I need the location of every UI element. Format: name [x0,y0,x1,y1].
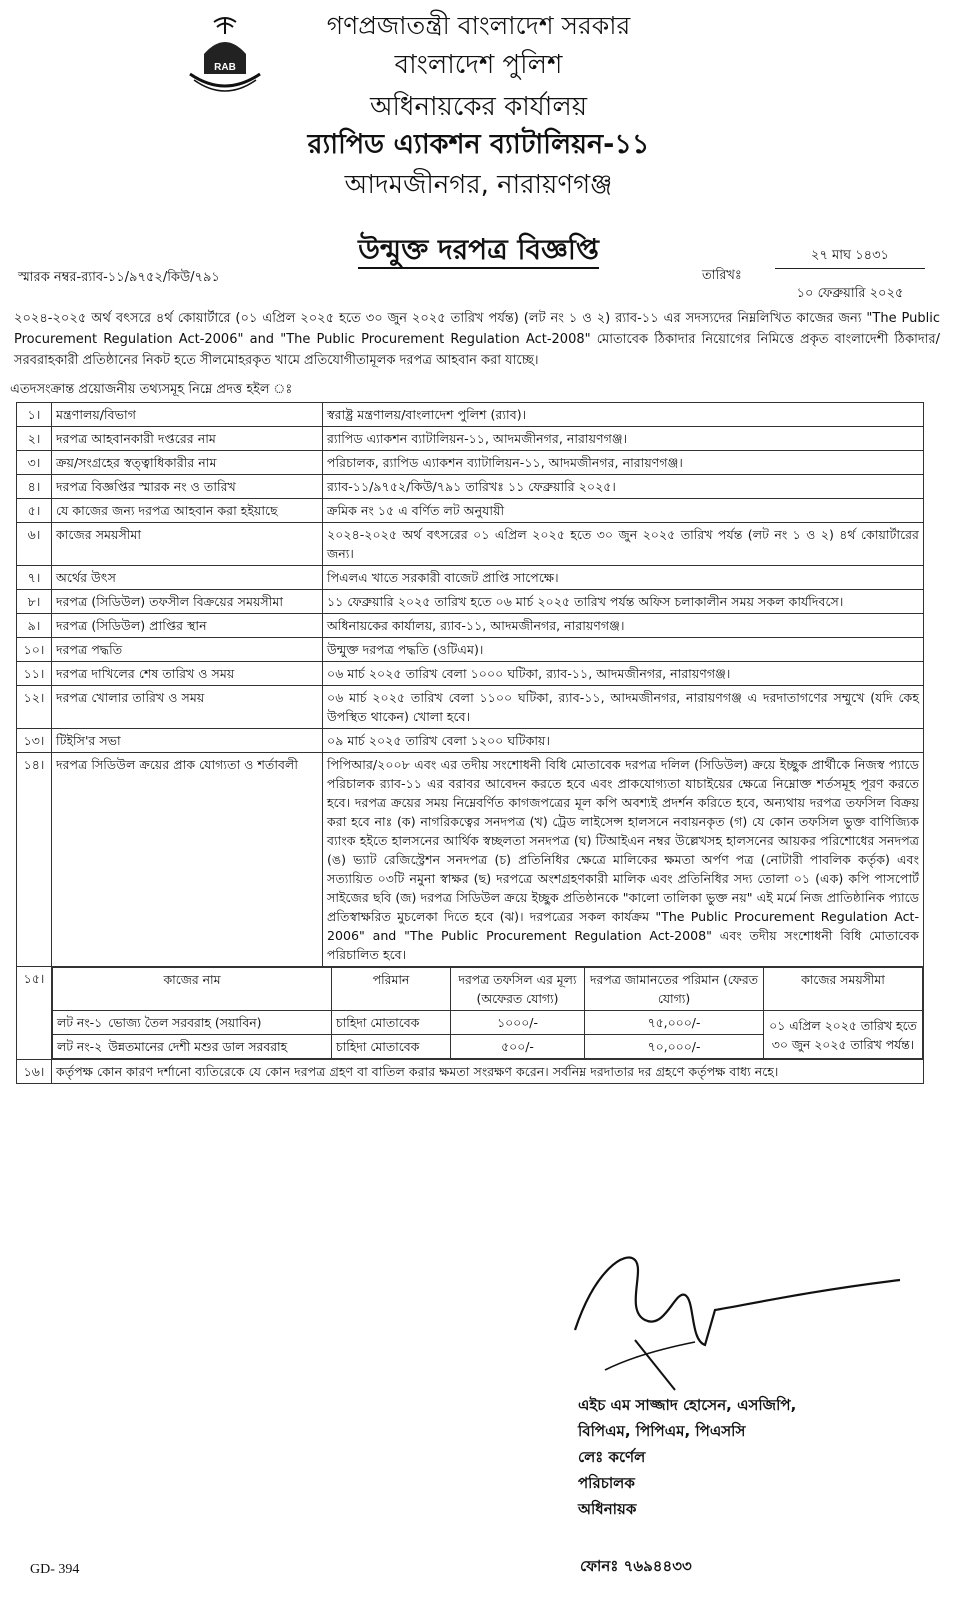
logo-text: RAB [214,62,236,73]
table-row [17,662,924,686]
row-number: ৩। [17,451,52,475]
row-value: র‌্যাব-১১/৯৭৫২/কিউ/৭৯১ তারিখঃ ১১ ফেব্রুয়ারি ২০২৫। [323,475,924,499]
lots-header: কাজের সময়সীমা [764,968,923,1011]
lot-number: লট নং-১ [57,1015,103,1030]
battalion-heading: র‌্যাপিড এ্যাকশন ব্যাটালিয়ন-১১ [307,129,650,160]
row-number: ৬। [17,523,52,566]
row-label: দরপত্র আহবানকারী দপ্তরের নাম [52,427,323,451]
row-number: ১। [17,403,52,427]
date-label: তারিখঃ [702,268,742,283]
lots-header: দরপত্র তফসিল এর মূল্য (অফেরত যোগ্য) [451,968,585,1011]
lot-row [53,1011,923,1035]
lot-number: লট নং-২ [57,1039,103,1054]
signatory-rank: লেঃ কর্ণেল [578,1448,646,1466]
row-number: ১০। [17,638,52,662]
row-label: দরপত্র বিজ্ঞপ্তির স্মারক নং ও তারিখ [52,475,323,499]
signature [565,1250,905,1400]
notice-title-text: উন্মুক্ত দরপত্র বিজ্ঞপ্তি [358,233,599,269]
row-value: ০৬ মার্চ ২০২৫ তারিখ বেলা ১০০০ ঘটিকা, র‌্যাব-১১, আদমজীনগর, নারায়ণগঞ্জ। [323,662,924,686]
table-row [17,566,924,590]
table-row [17,686,924,729]
row-value: ০৬ মার্চ ২০২৫ তারিখ বেলা ১১০০ ঘটিকা, র‌্যাব-১১, আদমজীনগর, নারায়ণগঞ্জ এ দরদাতাগণের সম্মুখে (যদি কেহ উপস্থিত থাকেন) খোলা হবে। [323,686,924,729]
row-number: ৫। [17,499,52,523]
govt-heading: গণপ্রজাতন্ত্রী বাংলাদেশ সরকার [326,11,631,40]
lot-period: ০১ এপ্রিল ২০২৫ তারিখ হতে ৩০ জুন ২০২৫ তারিখ পর্যন্ত। [764,1011,923,1059]
lots-cell [52,967,924,1060]
police-heading: বাংলাদেশ পুলিশ [394,50,563,80]
table-row [17,590,924,614]
lot-name-cell [53,1011,332,1035]
row-value: উন্মুক্ত দরপত্র পদ্ধতি (ওটিএম)। [323,638,924,662]
intro-paragraph: ২০২৪-২০২৫ অর্থ বৎসরে ৪র্থ কোয়ার্টারে (০১ এপ্রিল ২০২৫ হতে ৩০ জুন ২০২৫ তারিখ পর্যন্ত) (লট নং ১ ও ২) র‌্যাব-১১ এর সদস্যদের নিম্নলিখিত কাজের জন্য "The Public Procurement Regulation Act-2006" and "The Public Procurement Regulation Act-2008" মোতাবেক ঠিকাদার নিয়োগের নিমিত্তে প্রকৃত বাংলাদেশী ঠিকাদার/সরবরাহকারী প্রতিষ্ঠানের নিকট হতে সীলমোহরকৃত খামে প্রতিযোগীতামূলক দরপত্র আহবান করা যাচ্ছে। [14,311,940,368]
row-label: যে কাজের জন্য দরপত্র আহবান করা হইয়াছে [52,499,323,523]
table-row-lots [17,967,924,1060]
row-value: পিএলএ খাতে সরকারী বাজেট প্রাপ্তি সাপেক্ষে। [323,566,924,590]
lots-header: পরিমান [332,968,451,1011]
row-value: ক্রমিক নং ১৫ এ বর্ণিত লট অনুযায়ী [323,499,924,523]
lot-security: ৭০,০০০/- [585,1035,764,1059]
row-number: ১৫। [17,967,52,1060]
location-heading: আদমজীনগর, নারায়ণগঞ্জ [344,170,613,200]
table-row [17,753,924,967]
signatory-block [578,1392,796,1522]
lot-quantity: চাহিদা মোতাবেক [332,1011,451,1035]
row-label: দরপত্র সিডিউল ক্রয়ের প্রাক যোগ্যতা ও শর্তাবলী [52,753,323,967]
row-value: ০৯ মার্চ ২০২৫ তারিখ বেলা ১২০০ ঘটিকায়। [323,729,924,753]
date-bangla: ২৭ মাঘ ১৪৩১ [811,248,889,263]
table-row [17,523,924,566]
signatory-title-commander: অধিনায়ক [578,1500,637,1518]
table-row [17,499,924,523]
table-row [17,729,924,753]
tender-info-table [16,402,924,1084]
table-row [17,1060,924,1084]
lot-name-cell [53,1035,332,1059]
lot-schedule-price: ৫০০/- [451,1035,585,1059]
date-divider [775,268,925,269]
table-row [17,427,924,451]
row-label: ক্রয়/সংগ্রহের স্বত্ত্বাধিকারীর নাম [52,451,323,475]
row-number: ২। [17,427,52,451]
memo-number: স্মারক নম্বর-র‌্যাব-১১/৯৭৫২/কিউ/৭৯১ [18,270,220,285]
table-row [17,451,924,475]
footer-code: GD- 394 [30,1562,80,1577]
row-label: টিইসি'র সভা [52,729,323,753]
row-number: ১২। [17,686,52,729]
row-label: দরপত্র পদ্ধতি [52,638,323,662]
table-row [17,475,924,499]
row-value: কর্তৃপক্ষ কোন কারণ দর্শানো ব্যতিরেকে যে কোন দরপত্র গ্রহণ বা বাতিল করার ক্ষমতা সংরক্ষণ করেন। সর্বনিম্ন দরদাতার দর গ্রহণে কর্তৃপক্ষ বাধ্য নহে। [52,1060,924,1084]
office-heading: অধিনায়কের কার্যালয় [369,92,588,122]
row-number: ১৩। [17,729,52,753]
table-row [17,638,924,662]
row-number: ১৪। [17,753,52,967]
row-value: অধিনায়কের কার্যালয়, র‌্যাব-১১, আদমজীনগর, নারায়ণগঞ্জ। [323,614,924,638]
row-label: দরপত্র খোলার তারিখ ও সময় [52,686,323,729]
row-value: পিপিআর/২০০৮ এবং এর তদীয় সংশোধনী বিধি মোতাবেক দরপত্র দলিল (সিডিউল) ক্রয়ে ইচ্ছুক প্রার্থীকে নিজস্ব প্যাডে পরিচালক র‌্যাব-১১ এর বরাবর আবেদন করতে হবে এবং প্রাকযোগ্যতা যাচাইয়ের ক্ষেত্রে নিম্নোক্ত শর্তসমূহ পূরণ করতে হবে। দরপত্র ক্রয়ের সময় নিম্নেবর্ণিত কাগজপত্রের মূল কপি অবশ্যই প্রদর্শন করিতে হবে, অন্যথায় দরপত্র তফসিল বিক্রয় করা হবে নাঃ (ক) নাগরিকত্বের সনদপত্র (খ) ট্রেড লাইসেন্স হালসনে নবায়নকৃত (গ) যে কোন তফসিল ভুক্ত বাণিজ্যিক ব্যাংক হইতে হালসনের আর্থিক স্বচ্ছলতা সনদপত্র (ঘ) টিআইএন নম্বর উল্লেখসহ হালসনের আয়কর পরিশোধের সনদপত্র (ঙ) ভ্যাট রেজিস্ট্রেশন সনদপত্র (চ) প্রতিনিধির ক্ষেত্রে মালিকের ক্ষমতা অর্পণ পত্র (নোটারী পাবলিক কর্তৃক) এবং সত্যায়িত ০৩টি নমুনা স্বাক্ষর (ছ) দরপত্রে অংশগ্রহণকারী মালিক এবং প্রতিনিধির সদ্য তোলা ০১ (এক) কপি পাসপোর্ট সাইজের ছবি (জ) দরপত্র সিডিউল ক্রয়ে ইচ্ছুক প্রতিষ্ঠানকে "কালো তালিকা ভুক্ত নয়" এই মর্মে নিজ প্রাতিষ্ঠানিক প্যাডে প্রতিস্বাক্ষরিত মুচলেকা দিতে হবে (ঝ)। দরপত্রের সকল কার্যক্রম "The Public Procurement Regulation Act-2006" and "The Public Procurement Regulation Act-2008" এবং তদীয় সংশোধনী বিধি মোতাবেক পরিচালিত হবে। [323,753,924,967]
row-value: র‌্যাপিড এ্যাকশন ব্যাটালিয়ন-১১, আদমজীনগর, নারায়ণগঞ্জ। [323,427,924,451]
row-label: অর্থের উৎস [52,566,323,590]
date-gregorian: ১০ ফেব্রুয়ারি ২০২৫ [796,286,904,301]
lot-name: উন্নতমানের দেশী মশুর ডাল সরবরাহ [108,1039,288,1054]
signatory-awards: বিপিএম, পিপিএম, পিএসসি [578,1422,746,1440]
row-value: ২০২৪-২০২৫ অর্থ বৎসরের ০১ এপ্রিল ২০২৫ হতে ৩০ জুন ২০২৫ তারিখ পর্যন্ত (লট নং ১ ও ২) ৪র্থ কোয়ার্টারের জন্য। [323,523,924,566]
row-label: দরপত্র দাখিলের শেষ তারিখ ও সময় [52,662,323,686]
lots-header-row [53,968,923,1011]
row-number: ৭। [17,566,52,590]
signatory-title-director: পরিচালক [578,1474,635,1492]
row-number: ৪। [17,475,52,499]
intro-note: এতদসংক্রান্ত প্রয়োজনীয় তথ্যসমূহ নিম্নে প্রদত্ত হইল ঃ [10,382,293,397]
row-number: ৮। [17,590,52,614]
row-value: পরিচালক, র‌্যাপিড এ্যাকশন ব্যাটালিয়ন-১১, আদমজীনগর, নারায়ণগঞ্জ। [323,451,924,475]
row-label: দরপত্র (সিডিউল) তফসীল বিক্রয়ের সময়সীমা [52,590,323,614]
table-row [17,403,924,427]
row-number: ১৬। [17,1060,52,1084]
signatory-name: এইচ এম সাজ্জাদ হোসেন, এসজিপি, [578,1396,797,1414]
row-label: মন্ত্রণালয়/বিভাগ [52,403,323,427]
lot-security: ৭৫,০০০/- [585,1011,764,1035]
row-number: ৯। [17,614,52,638]
table-row [17,614,924,638]
tender-rows [17,403,924,1084]
lots-table [52,967,923,1059]
row-number: ১১। [17,662,52,686]
lot-schedule-price: ১০০০/- [451,1011,585,1035]
lot-name: ভোজ্য তৈল সরবরাহ (সয়াবিন) [108,1015,262,1030]
lot-quantity: চাহিদা মোতাবেক [332,1035,451,1059]
row-label: কাজের সময়সীমা [52,523,323,566]
lots-header: দরপত্র জামানতের পরিমান (ফেরত যোগ্য) [585,968,764,1011]
phone-number: ফোনঃ ৭৬৯৪৪৩৩ [580,1557,692,1575]
row-value: ১১ ফেব্রুয়ারি ২০২৫ তারিখ হতে ০৬ মার্চ ২০২৫ তারিখ পর্যন্ত অফিস চলাকালীন সময় সকল কার্যদিবসে। [323,590,924,614]
lots-header: কাজের নাম [53,968,332,1011]
row-value: স্বরাষ্ট্র মন্ত্রণালয়/বাংলাদেশ পুলিশ (র‌্যাব)। [323,403,924,427]
row-label: দরপত্র (সিডিউল) প্রাপ্তির স্থান [52,614,323,638]
